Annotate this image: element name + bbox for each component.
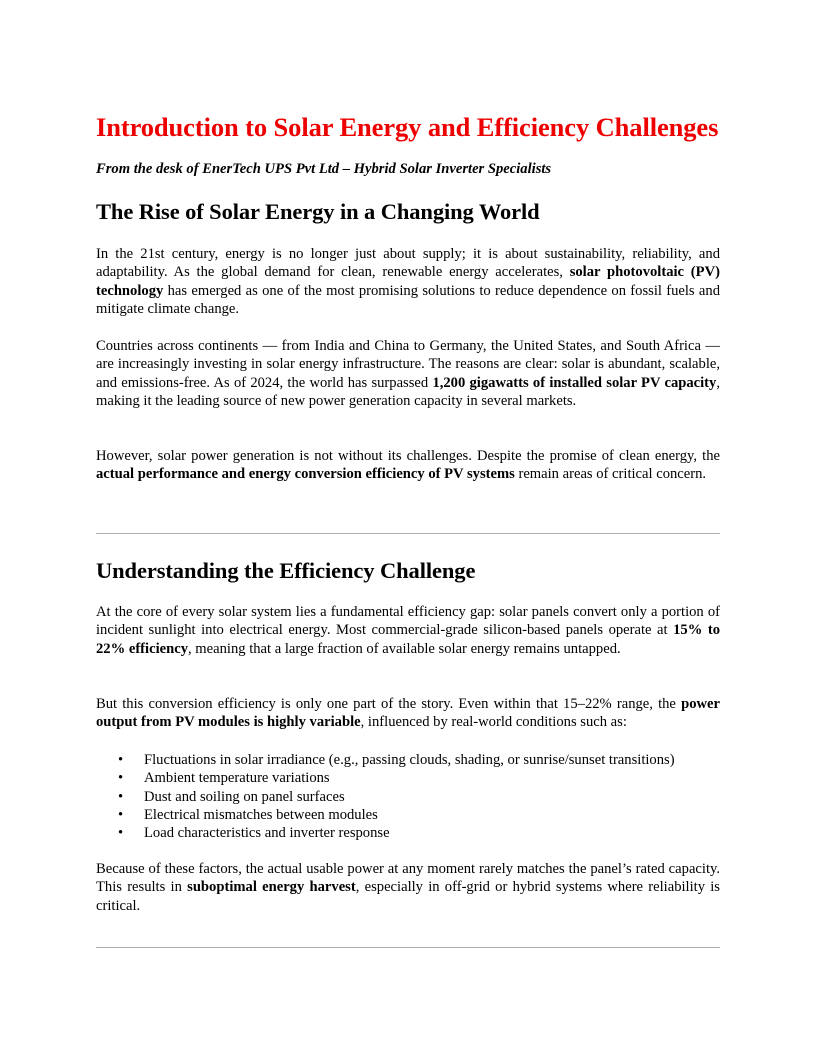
paragraph-efficiency-gap: At the core of every solar system lies a fundamental efficiency gap: solar panels convert only a portion of incident sunlight into electrical energy. Most commercial-grade silicon-based panels operate at 15% to 22% efficiency, meaning that a large fraction of available solar energy remains untapped. [96,604,720,657]
bold-installed-capacity: 1,200 gigawatts of installed solar PV capacity [432,374,717,391]
paragraph-countries: Countries across continents — from India and China to Germany, the United States, and South Africa — are increasingly investing in solar energy infrastructure. The reasons are clear: solar is abundant, scalable, and emissions-free. As of 2024, the world has surpassed 1,200 gigawatts of installed solar PV capacity, making it the leading source of new power generation capacity in several markets. [96,338,720,410]
bullet-icon: • [118,788,124,805]
list-item: • Dust and soiling on panel surfaces [118,788,345,805]
bold-power-output-variable: power output from PV modules is highly variable [96,696,720,731]
bullet-icon: • [118,807,124,824]
paragraph-challenges: However, solar power generation is not without its challenges. Despite the promise of clean energy, the actual performance and energy conversion efficiency of PV systems remain areas of critical concern. [96,448,720,483]
conditions-list [96,751,720,843]
bold-efficiency-range: 15% to 22% efficiency [96,622,720,657]
document-title: Introduction to Solar Energy and Efficiency Challenges [96,112,719,142]
bold-actual-performance: actual performance and energy conversion efficiency of PV systems [96,466,515,483]
paragraph-variability: But this conversion efficiency is only one part of the story. Even within that 15–22% range, the power output from PV modules is highly variable, influenced by real-world conditions such as: [96,696,720,731]
bullet-icon: • [118,752,124,768]
list-item: • Ambient temperature variations [118,770,330,787]
list-item: • Electrical mismatches between modules [118,807,378,824]
section-heading-rise-of-solar: The Rise of Solar Energy in a Changing World [96,199,540,224]
document-subtitle: From the desk of EnerTech UPS Pvt Ltd – Hybrid Solar Inverter Specialists [96,161,552,177]
bold-suboptimal-harvest: suboptimal energy harvest [187,879,356,896]
paragraph-conclusion: Because of these factors, the actual usable power at any moment rarely matches the panel’s rated capacity. This results in suboptimal energy harvest, especially in off-grid or hybrid systems where reliability is critical. [96,861,720,914]
section-divider [96,533,720,534]
bullet-icon: • [118,825,124,842]
paragraph-rise-intro: In the 21st century, energy is no longer just about supply; it is about sustainability, reliability, and adaptability. As the global demand for clean, renewable energy accelerates, solar photovoltaic (PV) technology has emerged as one of the most promising solutions to reduce dependence on fossil fuels and mitigate climate change. [96,246,720,318]
list-item: • Load characteristics and inverter response [118,825,390,842]
list-item: • Fluctuations in solar irradiance (e.g., passing clouds, shading, or sunrise/sunset transitions) [118,752,675,768]
bullet-icon: • [118,770,124,787]
section-divider [96,947,720,948]
bold-solar-pv-technology: solar photovoltaic (PV) technology [96,264,720,299]
section-heading-efficiency-challenge: Understanding the Efficiency Challenge [96,558,476,583]
